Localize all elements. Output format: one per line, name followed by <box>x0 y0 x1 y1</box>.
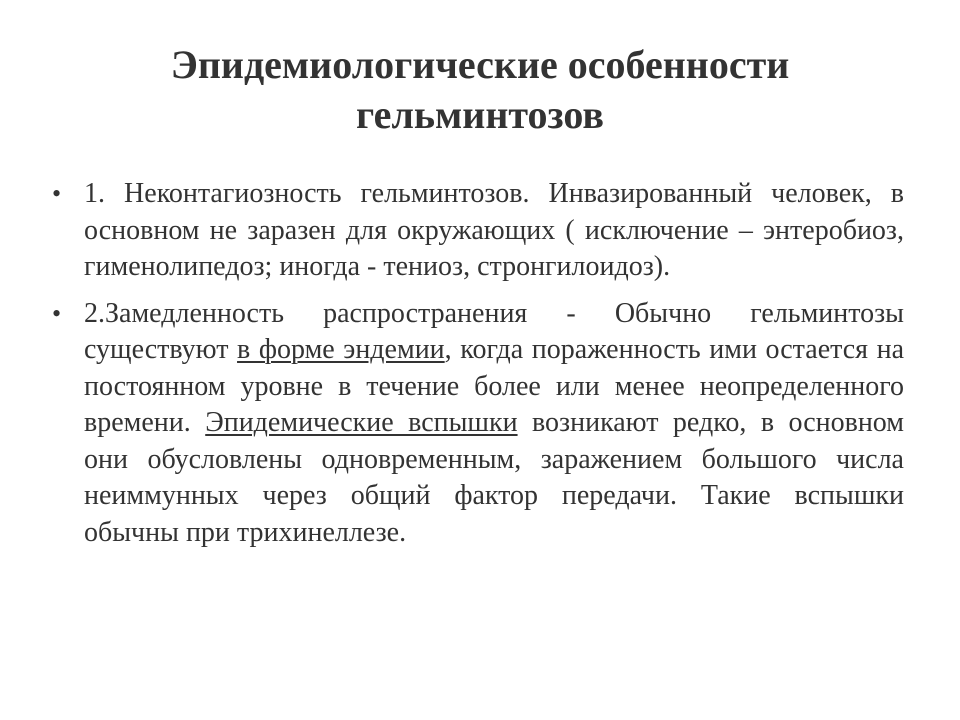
bullet-dot-icon: • <box>52 298 62 328</box>
bullet-2-text-part-3: возникают редко, в основном они обусловлены одновременным, заражением большого числа неиммунных через общий фактор передачи. Такие вспышки обычны при трихинеллезе. <box>84 407 904 548</box>
slide-title <box>0 40 960 140</box>
slide-title-line-2: гельминтозов <box>356 92 604 137</box>
slide-content <box>52 176 904 561</box>
slide-title-line-1: Эпидемиологические особенности <box>170 42 790 87</box>
bullet-dot-icon: • <box>52 179 62 208</box>
bullet-2-text-part-2: , когда пораженность ими остается на постоянном уровне в течение более или менее неопределенного времени. <box>84 334 904 438</box>
underlined-phrase-endemic: в форме эндемии <box>237 334 445 365</box>
bullet-text-2 <box>84 298 904 548</box>
bullet-2-text-part-1: 2.Замедленность распространения - Обычно гельминтозы существуют <box>84 297 904 365</box>
bullet-item-1 <box>52 176 904 286</box>
bullet-text-1: 1. Неконтагиозность гельминтозов. Инвазированный человек, в основном не заразен для окружающих ( исключение – энтеробиоз, гименолипедоз; иногда - тениоз, стронгилоидоз). <box>84 178 904 282</box>
underlined-phrase-outbreaks: Эпидемические вспышки <box>205 407 518 438</box>
bullet-item-2 <box>52 296 904 552</box>
